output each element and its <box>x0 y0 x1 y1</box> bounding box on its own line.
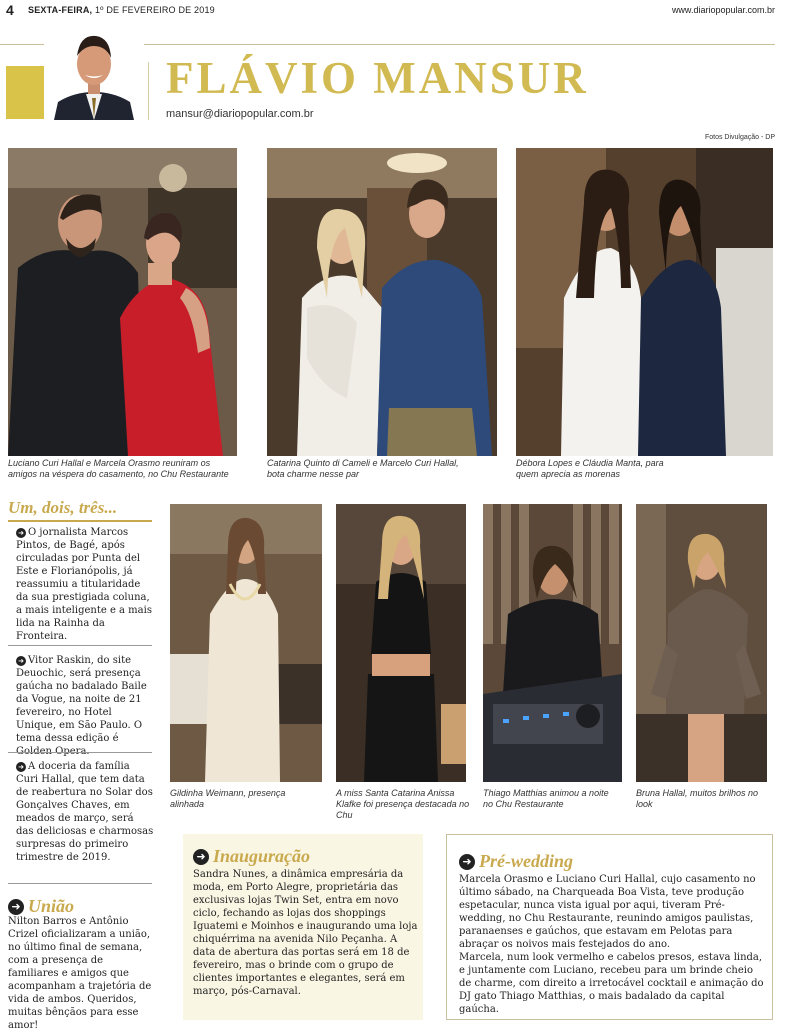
photo-thiago-dj <box>483 504 622 782</box>
section-title-prewedding: Pré-wedding <box>479 851 573 871</box>
arrow-icon: ➜ <box>16 528 26 538</box>
sidebar-note-text: Vitor Raskin, do site Deuochic, será presença gaúcha no badalado Baile da Vogue, na noite de 21 fevereiro, no Hotel Unique, em São Paulo. O tema dessa edição é <box>16 655 147 744</box>
page-number: 4 <box>6 2 14 18</box>
photo-catarina-marcelo <box>267 148 497 456</box>
photo-credit: Fotos Divulgação - DP <box>704 134 775 141</box>
photo-caption: Thiago Matthias animou a noite no Chu Restaurante <box>483 788 609 809</box>
edition-date <box>28 5 215 15</box>
prewedding-box <box>446 834 773 1020</box>
uniao-heading <box>8 896 158 917</box>
sidebar-note-text: O jornalista Marcos Pintos, de Bagé, após circuladas por Punta del Este e Florianópolis, já reassumiu a titularidade da sua prestigiada coluna, a mais inteligente e a mais lida na Rainha da Fronteira. <box>16 527 152 642</box>
prewedding-paragraph: Marcela Orasmo e Luciano Curi Hallal, cujo casamento no último sábado, na Charqueada Boa Vista, teve produção espetacular, nunca vista igual por aqui, tiveram Pré-wedding, no Chu Restaurante, reunindo amigos paulistas, paranaenses e gaúchos, que estavam em Pelotas para abraçar os noivos mais festejados do ano. <box>459 874 756 950</box>
photo-caption: Gildinha Weimann, presença alinhada <box>170 788 286 809</box>
prewedding-text <box>459 873 765 1016</box>
arrow-icon: ➜ <box>16 656 26 666</box>
arrow-icon: ➜ <box>16 762 26 772</box>
section-title-inauguracao: Inauguração <box>213 846 311 866</box>
divider <box>8 883 152 884</box>
website-url[interactable]: www.diariopopular.com.br <box>671 5 775 15</box>
arrow-icon: ➜ <box>193 849 209 865</box>
inauguracao-box <box>183 834 423 1020</box>
divider <box>8 645 152 646</box>
arrow-icon: ➜ <box>459 854 475 870</box>
section-title-um-dois-tres: Um, dois, três... <box>8 498 118 517</box>
photo-gildinha <box>170 504 322 782</box>
inauguracao-heading <box>193 846 310 867</box>
sidebar-note <box>16 760 154 864</box>
photo-anissa <box>336 504 466 782</box>
columnist-name: FLÁVIO MANSUR <box>166 53 589 103</box>
photo-caption: Catarina Quinto di Cameli e Marcelo Curi Hallal, bota charme nesse par <box>267 458 459 479</box>
columnist-email[interactable]: mansur@diariopopular.com.br <box>166 108 314 120</box>
sidebar-note <box>16 526 154 643</box>
photo-caption: A miss Santa Catarina Anissa Klafke foi presença destacada no Chu <box>336 788 470 820</box>
sidebar-note-text: A doceria da família Curi Hallal, que tem data de reabertura no Solar dos Gonçalves Chaves, em meados de março, será das deliciosas e charmosas surpresas do primeiro trimestre de 2019. <box>16 761 154 863</box>
section-title-uniao: União <box>28 896 75 916</box>
header-divider <box>148 62 149 120</box>
uniao-text: Nilton Barros e Antônio Crizel oficializaram a união, no último final de semana, com a presença de familiares e amigos que acompanham a trajetória de vida de ambos. Queridos, muitas bênçãos para esse amor! <box>8 916 152 1031</box>
prewedding-paragraph: Marcela, num look vermelho e cabelos presos, estava linda, e juntamente com Luciano, recebeu para um brinde cheio de charme, com direito a irretocável cocktail e animação do DJ gato Thiago Matthias, o mais badalado da capital gaúcha. <box>459 952 764 1015</box>
photo-caption: Luciano Curi Hallal e Marcela Orasmo reuniram os amigos na véspera do casamento, no Chu Restaurante <box>8 458 229 479</box>
edition-date-text: 1º DE FEVEREIRO DE 2019 <box>94 5 215 15</box>
columnist-portrait <box>44 20 144 120</box>
edition-weekday: SEXTA-FEIRA, <box>28 5 93 15</box>
section-rule <box>8 520 152 522</box>
arrow-icon: ➜ <box>8 899 24 915</box>
inauguracao-text: Sandra Nunes, a dinâmica empresária da moda, em Porto Alegre, proprietária das exclusivas lojas Twin Set, entra em novo ciclo, fechando as lojas dos shoppings Iguatemi e Moinhos e inaugurando uma loja chiquérrima na avenida Nilo Peçanha. A data de abertura das portas será em 18 de fevereiro, mas o brinde com o grupo de clientes importantes e elegantes, será em março, pós-Carnaval. <box>193 869 418 997</box>
photo-caption: Bruna Hallal, muitos brilhos no look <box>636 788 759 809</box>
photo-luciano-marcela <box>8 148 237 456</box>
photo-caption: Débora Lopes e Cláudia Manta, para quem aprecia as morenas <box>516 458 664 479</box>
divider <box>8 752 152 753</box>
sidebar-note <box>16 654 154 758</box>
prewedding-heading <box>459 851 573 872</box>
photo-debora-claudia <box>516 148 773 456</box>
photo-bruna <box>636 504 767 782</box>
